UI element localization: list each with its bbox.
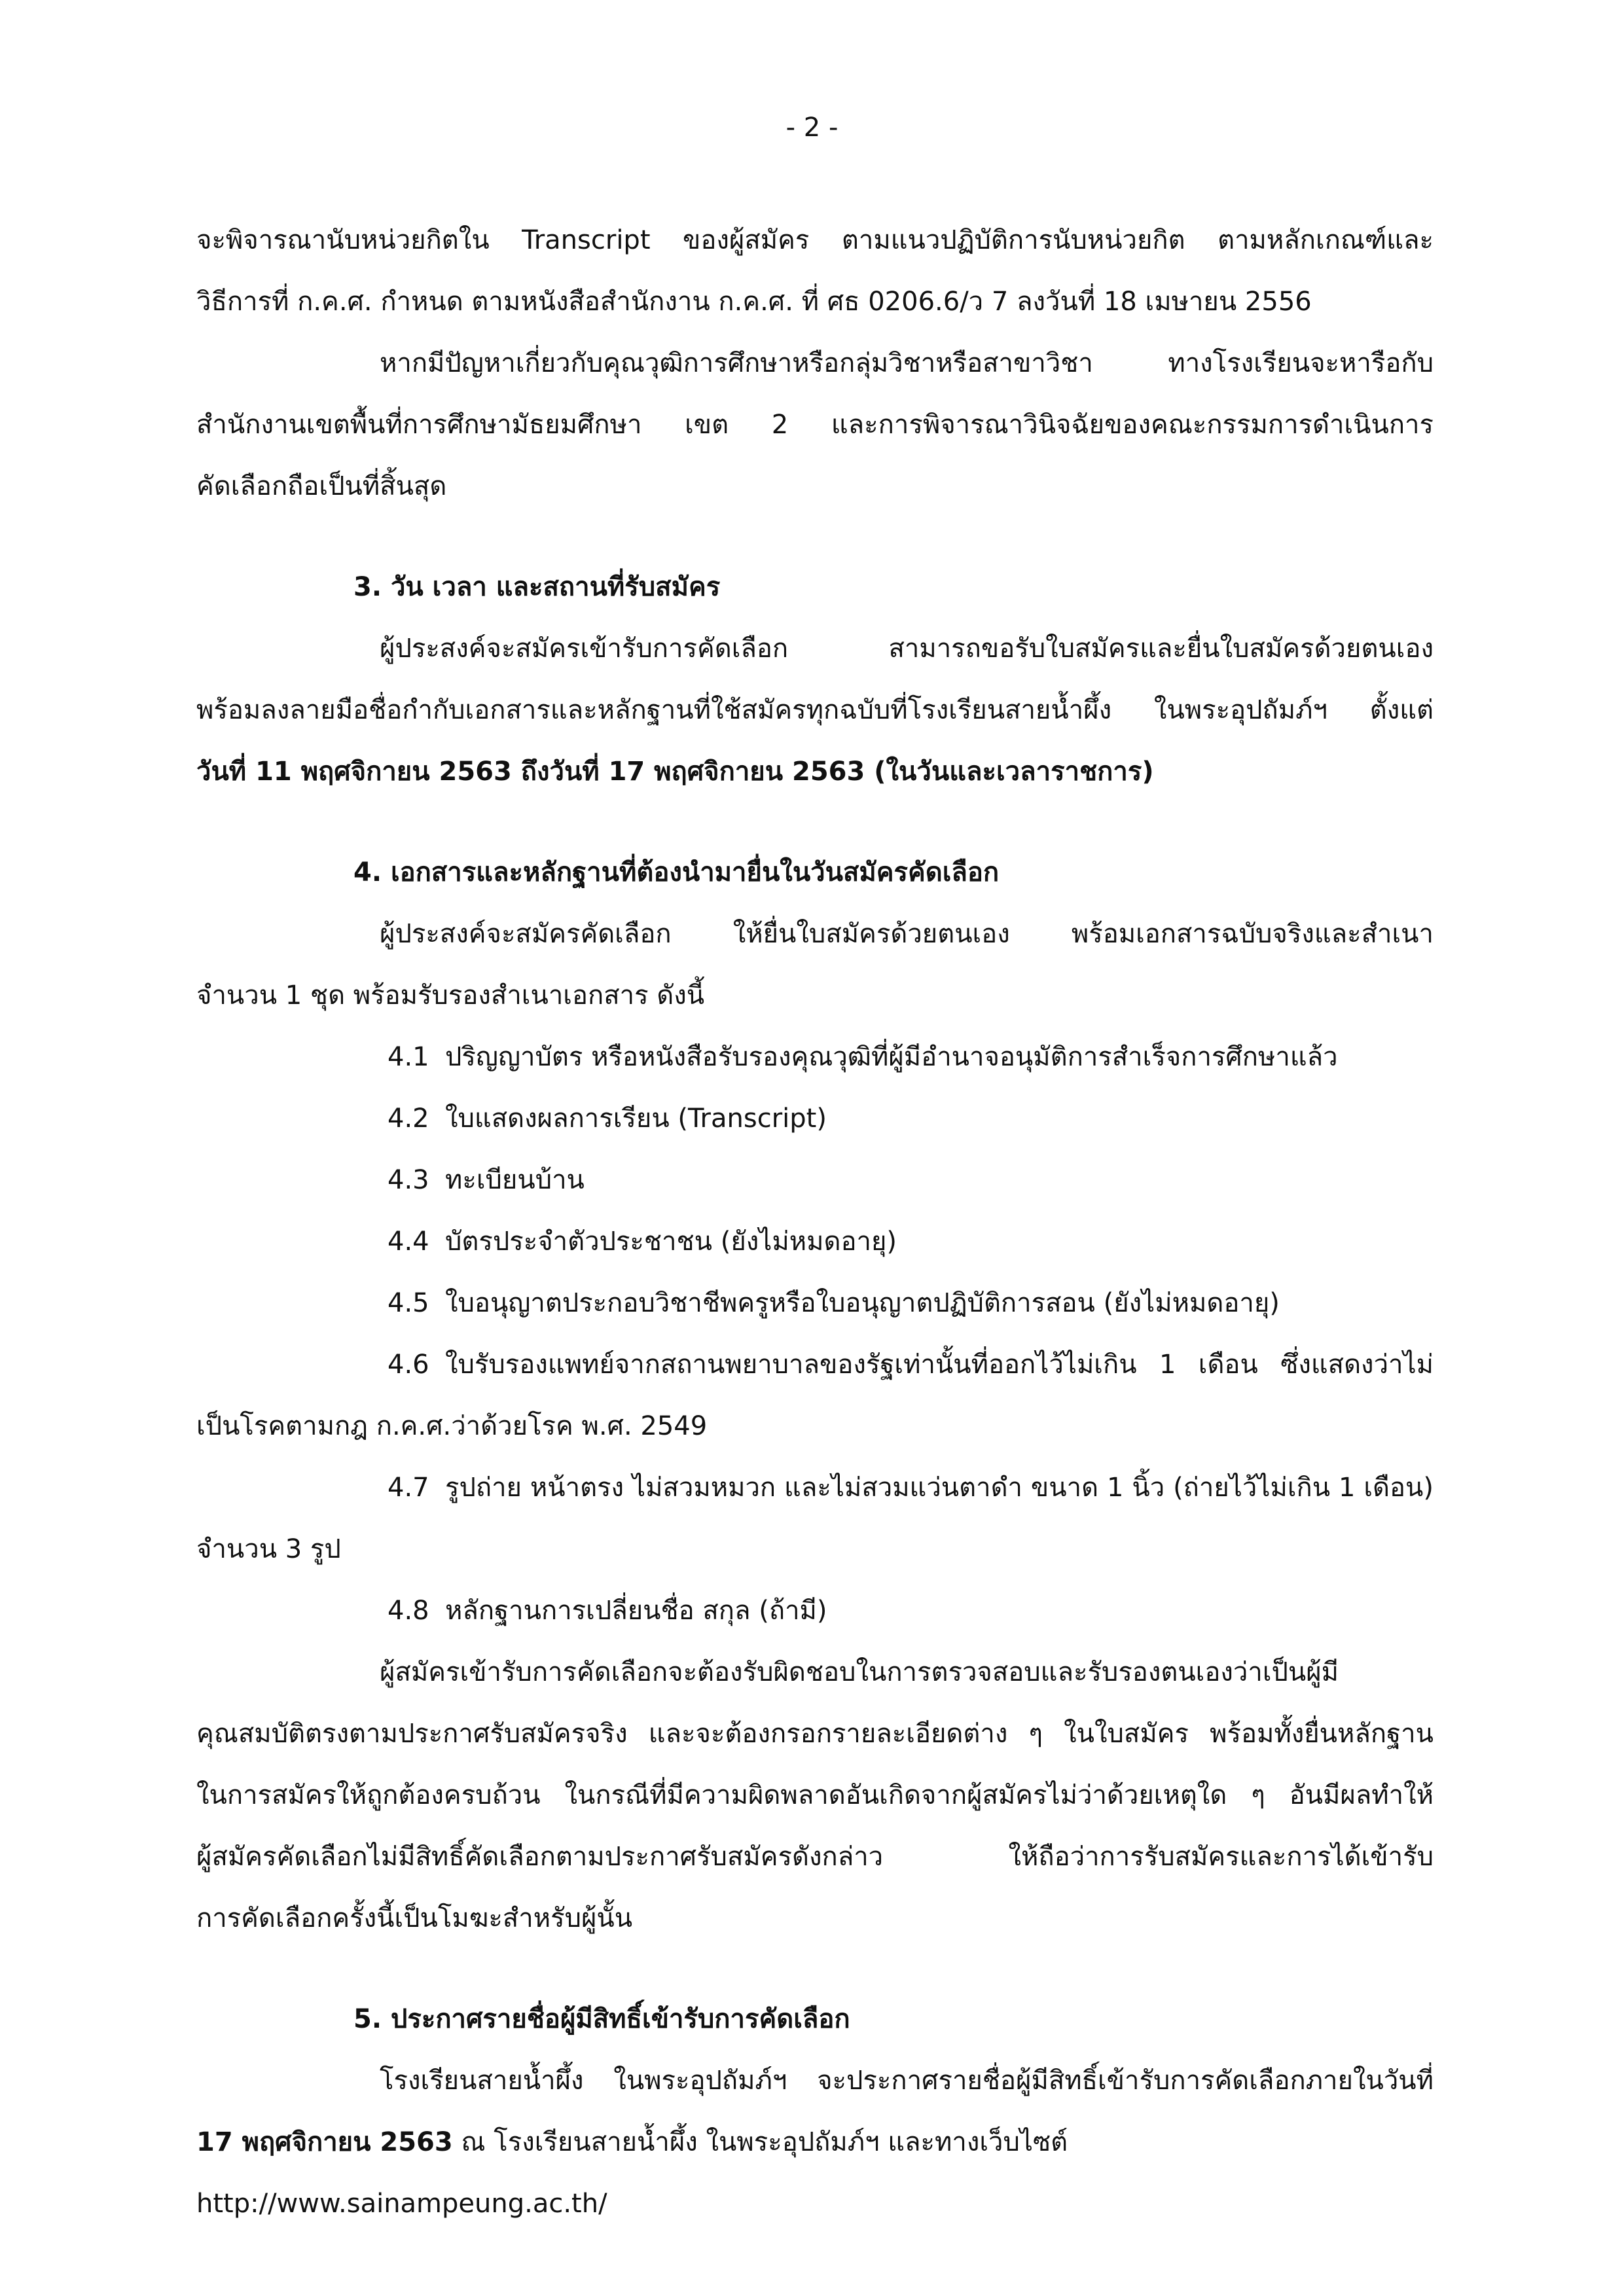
list-item-number: 4.3 (388, 1165, 429, 1195)
list-item (388, 1457, 1434, 1518)
intro-para2-line-3: คัดเลือกถือเป็นที่สิ้นสุด (196, 471, 447, 501)
list-item-continuation: เป็นโรคตามกฎ ก.ค.ศ.ว่าด้วยโรค พ.ศ. 2549 (196, 1411, 708, 1441)
section-4-line-1: ผู้ประสงค์จะสมัครคัดเลือก ให้ยื่นใบสมัครด้วยตนเอง พร้อมเอกสารฉบับจริงและสำเนา (380, 919, 1434, 949)
list-item-text: ใบอนุญาตประกอบวิชาชีพครูหรือใบอนุญาตปฏิบัติการสอน (ยังไม่หมดอายุ) (445, 1288, 1280, 1318)
section-5-heading: 5. ประกาศรายชื่อผู้มีสิทธิ์เข้ารับการคัดเลือก (353, 2004, 850, 2034)
list-item-continuation: จำนวน 3 รูป (196, 1534, 341, 1564)
announcement-location: ณ โรงเรียนสายน้ำผึ้ง ในพระอุปถัมภ์ฯ และทางเว็บไซต์ http://www.sainampeung.ac.th/ (196, 2127, 1068, 2219)
section-3-line-3: วันที่ 11 พฤศจิกายน 2563 ถึงวันที่ 17 พฤศจิกายน 2563 (ในวันและเวลาราชการ) (196, 757, 1154, 787)
list-item-text: ใบแสดงผลการเรียน (Transcript) (445, 1103, 827, 1134)
section-5-line-1: โรงเรียนสายน้ำผึ้ง ในพระอุปถัมภ์ฯ จะประกาศรายชื่อผู้มีสิทธิ์เข้ารับการคัดเลือกภายในวันที่ (380, 2066, 1434, 2096)
list-item (388, 1026, 1434, 1088)
section-4-note-line-1: ผู้สมัครเข้ารับการคัดเลือกจะต้องรับผิดชอบในการตรวจสอบและรับรองตนเองว่าเป็นผู้มี (380, 1657, 1339, 1687)
list-item (388, 1334, 1434, 1395)
list-item (388, 1088, 1434, 1149)
list-item-number: 4.5 (388, 1288, 429, 1318)
list-item-text: ใบรับรองแพทย์จากสถานพยาบาลของรัฐเท่านั้นที่ออกไว้ไม่เกิน 1 เดือน ซึ่งแสดงว่าไม่ (445, 1350, 1434, 1380)
list-item-number: 4.2 (388, 1103, 429, 1134)
list-item-number: 4.7 (388, 1473, 429, 1503)
document-body (196, 209, 1434, 2234)
list-item-number: 4.4 (388, 1227, 429, 1257)
section-3-heading: 3. วัน เวลา และสถานที่รับสมัคร (353, 572, 721, 602)
section-4-note-line-5: การคัดเลือกครั้งนี้เป็นโมฆะสำหรับผู้นั้น (196, 1903, 633, 1933)
list-item-number: 4.8 (388, 1596, 429, 1626)
section-4-note-line-3: ในการสมัครให้ถูกต้องครบถ้วน ในกรณีที่มีความผิดพลาดอันเกิดจากผู้สมัครไม่ว่าด้วยเหตุใด ๆ อันมีผลทำให้ (196, 1780, 1434, 1810)
intro-para2-line-2: สำนักงานเขตพื้นที่การศึกษามัธยมศึกษา เขต 2 และการพิจารณาวินิจฉัยของคณะกรรมการดำเนินการ (196, 410, 1434, 440)
list-item-number: 4.6 (388, 1350, 429, 1380)
list-item (388, 1211, 1434, 1272)
announcement-date: 17 พฤศจิกายน 2563 (196, 2127, 453, 2157)
list-item (388, 1580, 1434, 1641)
section-4-note-line-2: คุณสมบัติตรงตามประกาศรับสมัครจริง และจะต้องกรอกรายละเอียดต่าง ๆ ในใบสมัคร พร้อมทั้งยื่นหลักฐาน (196, 1719, 1434, 1749)
intro-para2-line-1: หากมีปัญหาเกี่ยวกับคุณวุฒิการศึกษาหรือกลุ่มวิชาหรือสาขาวิชา ทางโรงเรียนจะหารือกับ (380, 348, 1434, 378)
list-item-text: รูปถ่าย หน้าตรง ไม่สวมหมวก และไม่สวมแว่นตาดำ ขนาด 1 นิ้ว (ถ่ายไว้ไม่เกิน 1 เดือน) (445, 1473, 1434, 1503)
section-3-line-1: ผู้ประสงค์จะสมัครเข้ารับการคัดเลือก สามารถขอรับใบสมัครและยื่นใบสมัครด้วยตนเอง (380, 634, 1434, 664)
list-item-text: หลักฐานการเปลี่ยนชื่อ สกุล (ถ้ามี) (445, 1596, 827, 1626)
section-4-heading: 4. เอกสารและหลักฐานที่ต้องนำมายื่นในวันสมัครคัดเลือก (353, 857, 1000, 888)
section-4-line-2: จำนวน 1 ชุด พร้อมรับรองสำเนาเอกสาร ดังนี้ (196, 980, 705, 1011)
list-item-text: ปริญญาบัตร หรือหนังสือรับรองคุณวุฒิที่ผู้มีอำนาจอนุมัติการสำเร็จการศึกษาแล้ว (445, 1042, 1338, 1072)
list-item (388, 1149, 1434, 1211)
list-item-number: 4.1 (388, 1042, 429, 1072)
list-item-text: ทะเบียนบ้าน (445, 1165, 585, 1195)
section-3-line-2: พร้อมลงลายมือชื่อกำกับเอกสารและหลักฐานที่ใช้สมัครทุกฉบับที่โรงเรียนสายน้ำผึ้ง ในพระอุปถัมภ์ฯ ตั้งแต่ (196, 695, 1434, 725)
section-4-note-line-4: ผู้สมัครคัดเลือกไม่มีสิทธิ์คัดเลือกตามประกาศรับสมัครดังกล่าว ให้ถือว่าการรับสมัครและการได้เข้ารับ (196, 1842, 1434, 1872)
section-5-line-2 (196, 2111, 1434, 2234)
list-item (388, 1272, 1434, 1334)
intro-line-2: วิธีการที่ ก.ค.ศ. กำหนด ตามหนังสือสำนักงาน ก.ค.ศ. ที่ ศธ 0206.6/ว 7 ลงวันที่ 18 เมษายน 2556 (196, 287, 1312, 317)
page-number: - 2 - (785, 113, 839, 143)
list-item-text: บัตรประจำตัวประชาชน (ยังไม่หมดอายุ) (445, 1227, 897, 1257)
intro-line-1: จะพิจารณานับหน่วยกิตใน Transcript ของผู้สมัคร ตามแนวปฏิบัติการนับหน่วยกิต ตามหลักเกณฑ์และ (196, 225, 1434, 255)
